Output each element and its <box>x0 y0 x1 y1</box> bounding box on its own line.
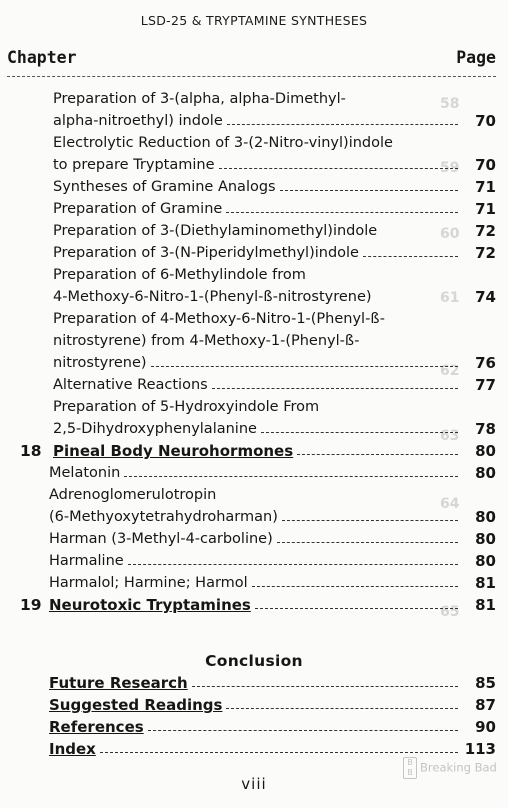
toc-entry-title: Preparation of Gramine <box>53 201 223 217</box>
toc-page-number: 80 <box>475 442 496 460</box>
page-number-footer: viii <box>241 775 267 793</box>
dot-leader <box>148 730 458 731</box>
toc-entry-title: alpha-nitroethyl) indole <box>53 113 223 129</box>
bleed-through-mark: 65 <box>440 604 460 620</box>
toc-page-number: 74 <box>475 288 496 306</box>
watermark <box>403 757 497 779</box>
toc-entry <box>0 242 508 264</box>
toc-entry-title: Electrolytic Reduction of 3-(2-Nitro-vinyl)indole <box>53 135 393 151</box>
dot-leader <box>277 542 458 543</box>
dot-leader <box>212 388 458 389</box>
toc-entry-title: Preparation of 5-Hydroxyindole From <box>53 399 320 415</box>
toc-entry-title: 2,5-Dihydroxyphenylalanine <box>53 421 257 437</box>
toc-entry <box>0 176 508 198</box>
toc-backmatter-entry <box>0 716 508 738</box>
backmatter-title: Index <box>49 740 96 758</box>
toc-entry-title: nitrostyrene) <box>53 355 147 371</box>
toc-entry-title: Harmalol; Harmine; Harmol <box>49 575 248 591</box>
toc-entry <box>0 352 508 374</box>
toc-entry <box>0 110 508 132</box>
toc-page-number: 81 <box>475 596 496 614</box>
toc-page-number: 85 <box>475 674 496 692</box>
bleed-through-mark: 63 <box>440 428 460 444</box>
toc-page-number: 80 <box>475 552 496 570</box>
toc-page-number: 72 <box>475 222 496 240</box>
toc-chapter-entry <box>0 440 508 462</box>
toc-entry <box>0 132 508 154</box>
toc-entry <box>0 528 508 550</box>
backmatter-title: References <box>49 718 144 736</box>
toc-entry <box>0 88 508 110</box>
toc-entry-title: Syntheses of Gramine Analogs <box>53 179 276 195</box>
bleed-through-mark: 60 <box>440 226 460 242</box>
toc-page-number: 80 <box>475 530 496 548</box>
page-column-heading: Page <box>456 48 496 67</box>
toc-entry <box>0 286 508 308</box>
toc-entry <box>0 198 508 220</box>
toc-backmatter-entry <box>0 672 508 694</box>
toc-chapter-entry <box>0 594 508 616</box>
toc-page-number: 76 <box>475 354 496 372</box>
toc-page-number: 71 <box>475 200 496 218</box>
dot-leader <box>282 520 458 521</box>
toc-entry <box>0 264 508 286</box>
toc-page-number: 71 <box>475 178 496 196</box>
dot-leader <box>151 366 458 367</box>
dot-leader <box>124 476 458 477</box>
header-rule <box>7 76 496 77</box>
dot-leader <box>227 124 458 125</box>
chapter-column-heading: Chapter <box>7 48 77 67</box>
toc-entry <box>0 572 508 594</box>
toc-entry-title: nitrostyrene) from 4-Methoxy-1-(Phenyl-ß- <box>53 333 360 349</box>
dot-leader <box>226 708 458 709</box>
toc-entry-title: Preparation of 3-(N-Piperidylmethyl)indole <box>53 245 359 261</box>
toc-entry-title: Melatonin <box>49 465 121 481</box>
bleed-through-mark: 59 <box>440 160 460 176</box>
toc-entry <box>0 374 508 396</box>
toc-entry <box>0 330 508 352</box>
bleed-through-mark: 62 <box>440 363 460 379</box>
toc-entry-title: to prepare Tryptamine <box>53 157 215 173</box>
bleed-through-mark: 64 <box>440 496 460 512</box>
toc-entry <box>0 506 508 528</box>
toc-backmatter-entry <box>0 694 508 716</box>
toc-entry-title: Preparation of 3-(Diethylaminomethyl)indole <box>53 223 378 239</box>
toc-page-number: 70 <box>475 156 496 174</box>
chapter-number: 19 <box>20 596 42 614</box>
dot-leader <box>219 168 458 169</box>
toc-entry-title: Preparation of 4-Methoxy-6-Nitro-1-(Phenyl-ß- <box>53 311 385 327</box>
chapter-number: 18 <box>20 442 42 460</box>
toc-entry-title: Preparation of 6-Methylindole from <box>53 267 306 283</box>
toc-entry <box>0 462 508 484</box>
dot-leader <box>100 752 458 753</box>
toc-page-number: 80 <box>475 508 496 526</box>
bleed-through-mark: 61 <box>440 290 460 306</box>
toc-page-number: 87 <box>475 696 496 714</box>
toc-page-number: 72 <box>475 244 496 262</box>
dot-leader <box>280 190 458 191</box>
dot-leader <box>297 454 458 455</box>
toc-page-number: 77 <box>475 376 496 394</box>
backmatter-title: Future Research <box>49 674 188 692</box>
toc-page-number: 90 <box>475 718 496 736</box>
chapter-title: Neurotoxic Tryptamines <box>49 596 251 614</box>
toc-entry <box>0 550 508 572</box>
backmatter-title: Suggested Readings <box>49 696 223 714</box>
dot-leader <box>261 432 458 433</box>
toc-entry-title: Harmaline <box>49 553 124 569</box>
toc-entry <box>0 220 508 242</box>
toc-page-number: 70 <box>475 112 496 130</box>
toc-entry-title: Preparation of 3-(alpha, alpha-Dimethyl- <box>53 91 346 107</box>
toc-page-number: 113 <box>464 740 496 758</box>
toc-page-number: 81 <box>475 574 496 592</box>
dot-leader <box>192 686 458 687</box>
toc-entry <box>0 396 508 418</box>
breaking-bad-logo-icon: B B <box>403 757 417 779</box>
conclusion-heading: Conclusion <box>205 652 303 670</box>
toc-page-number: 78 <box>475 420 496 438</box>
bleed-through-mark: 58 <box>440 96 460 112</box>
toc-entry-title: Harman (3-Methyl-4-carboline) <box>49 531 273 547</box>
toc-entry-title: Alternative Reactions <box>53 377 208 393</box>
toc-entry-title: (6-Methyoxytetrahydroharman) <box>49 509 278 525</box>
dot-leader <box>363 256 458 257</box>
toc-entry <box>0 484 508 506</box>
running-header: LSD-25 & TRYPTAMINE SYNTHESES <box>140 13 368 28</box>
dot-leader <box>128 564 458 565</box>
toc-entry <box>0 308 508 330</box>
chapter-title: Pineal Body Neurohormones <box>53 442 294 460</box>
watermark-text: Breaking Bad <box>420 760 497 775</box>
dot-leader <box>255 608 458 609</box>
toc-entry <box>0 418 508 440</box>
toc-entry <box>0 154 508 176</box>
dot-leader <box>252 586 458 587</box>
toc-entry-title: 4-Methoxy-6-Nitro-1-(Phenyl-ß-nitrostyrene) <box>53 289 372 305</box>
dot-leader <box>226 212 458 213</box>
toc-page-number: 80 <box>475 464 496 482</box>
toc-entry-title: Adrenoglomerulotropin <box>49 487 217 503</box>
column-headings <box>7 48 496 70</box>
